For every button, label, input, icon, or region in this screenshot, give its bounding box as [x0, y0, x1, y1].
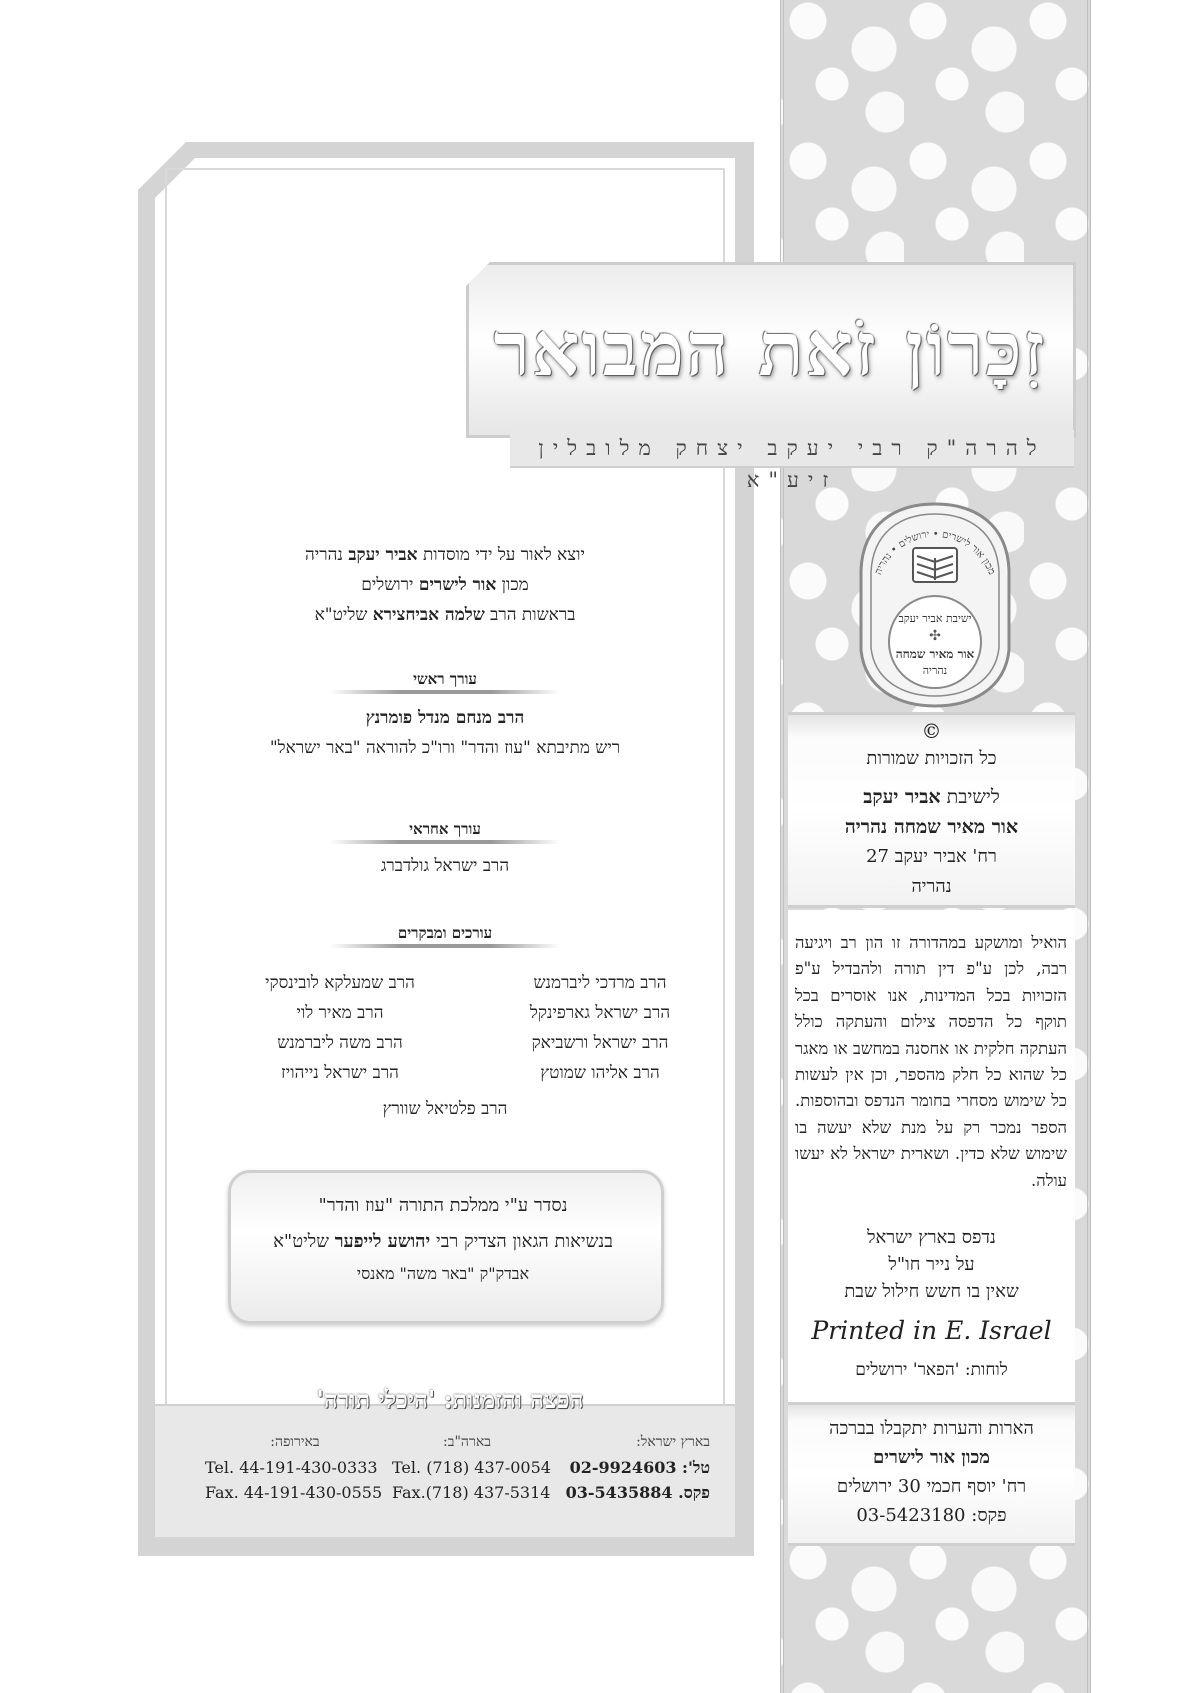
- copyright-symbol: ©: [921, 719, 942, 743]
- chief-editor-block: [205, 703, 685, 763]
- seal-inner-line1: ישיבת אביר יעקב: [898, 612, 972, 625]
- feedback-line1: הארות והערות יתקבלו בברכה: [829, 1418, 1034, 1439]
- europe-fax: Fax. 44-191-430-0555: [205, 1483, 383, 1502]
- responsible-editor-heading: עורך אחראי: [409, 820, 481, 838]
- editor-name: הרב ישראל גארפינקל: [529, 1003, 671, 1023]
- israel-tel: טל': 02-9924603: [569, 1458, 710, 1477]
- printing-line2: על נייר חו"ל: [888, 1254, 975, 1275]
- editors-heading-block: [330, 922, 560, 948]
- feedback-institute: מכון אור לישרים: [873, 1447, 990, 1468]
- usa-label: בארה"ב:: [443, 1434, 491, 1450]
- editors-last-row: [205, 1094, 685, 1124]
- book-subtitle: להרה"ק רבי יעקב יצחק מלובלין זיע"א: [538, 436, 1046, 492]
- responsible-editor-block: [205, 851, 685, 881]
- distribution-israel: [545, 1430, 710, 1505]
- editors-left-column: [220, 968, 460, 1088]
- seal-inner-line2: אור מאיר שמחה: [895, 647, 975, 661]
- editor-name: הרב מרדכי ליברמנש: [533, 973, 667, 993]
- heading-rule: [330, 944, 560, 948]
- copyright-block: [788, 718, 1075, 902]
- copyright-line1: כל הזכויות שמורות: [866, 748, 997, 769]
- feedback-block: [788, 1414, 1075, 1530]
- publisher-line1: יוצא לאור על ידי מוסדות אביר יעקב נהריה: [305, 545, 585, 565]
- copyright-line3: אור מאיר שמחה נהריה: [844, 816, 1019, 838]
- editor-name: הרב ישראל ורשביאק: [531, 1033, 669, 1053]
- usa-tel: Tel. (718) 437-0054: [392, 1458, 551, 1477]
- europe-label: באירופה:: [270, 1434, 320, 1450]
- chief-editor-role: ריש מתיבתא "עוז והדר" ורו"כ להוראה "באר ישראל": [269, 738, 621, 758]
- editors-heading: עורכים ומבקרים: [397, 924, 493, 942]
- copyright-line2: לישיבת אביר יעקב: [863, 786, 1000, 808]
- book-title: זִכָּרוֹן זֹאת המבואר: [493, 307, 1047, 393]
- distribution-title: הפצה והזמנות: 'היכלי תורה': [316, 1385, 584, 1414]
- heading-rule: [330, 840, 560, 844]
- plates-credit: לוחות: 'הפאר' ירושלים: [855, 1360, 1008, 1380]
- arrangement-line2: בנשיאות הגאון הצדיק רבי יהושע לייפער שליט"א: [273, 1231, 613, 1252]
- printing-line1: נדפס בארץ ישראל: [867, 1227, 996, 1248]
- publisher-line3: בראשות הרב שלמה אביחצירא שליט"א: [314, 605, 576, 625]
- seal-inner-line3: נהריה: [922, 664, 948, 677]
- feedback-fax: פקס: 03-5423180: [856, 1505, 1007, 1526]
- arrangement-line1: נסדר ע"י ממלכת התורה "עוז והדר": [318, 1195, 568, 1216]
- copyright-address: רח' אביר יעקב 27: [866, 846, 997, 867]
- copyright-city: נהריה: [911, 876, 952, 897]
- usa-fax: Fax.(718) 437-5314: [392, 1483, 551, 1502]
- seal-top-arc-text: מכון אור לישרים • ירושלים • נהריה: [873, 528, 997, 577]
- chief-editor-heading: עורך ראשי: [413, 670, 477, 688]
- israel-label: בארץ ישראל:: [636, 1434, 710, 1450]
- printing-line3: שאין בו חשש חילול שבת: [844, 1281, 1019, 1302]
- responsible-editor-name: הרב ישראל גולדברג: [380, 856, 510, 876]
- arrangement-line3: אבדק"ק "באר משה" מאנסי: [356, 1264, 530, 1283]
- printed-in-israel: Printed in E. Israel: [811, 1316, 1052, 1345]
- editor-name: הרב משה ליברמנש: [277, 1033, 403, 1053]
- editors-right-column: [480, 968, 720, 1088]
- chief-editor-name: הרב מנחם מנדל פומרנץ: [365, 708, 525, 728]
- editor-name: הרב שמעלקא לובינסקי: [265, 973, 415, 993]
- distribution-europe: [205, 1430, 385, 1505]
- distribution-usa: [392, 1430, 551, 1505]
- editor-name: הרב פלטיאל שוורץ: [382, 1099, 508, 1119]
- candle-icon: ✣: [929, 628, 941, 644]
- editor-name: הרב אליהו שמוטץ: [540, 1063, 660, 1083]
- europe-tel: Tel. 44-191-430-0333: [205, 1458, 378, 1477]
- heading-rule: [330, 690, 560, 694]
- printing-block: [788, 1224, 1075, 1305]
- editor-name: הרב ישראל נייהויז: [281, 1063, 399, 1083]
- editor-name: הרב מאיר לוי: [296, 1003, 384, 1023]
- israel-fax: פקס. 03-5435884: [565, 1483, 710, 1502]
- publisher-line2: מכון אור לישרים ירושלים: [361, 575, 529, 595]
- copyright-notice: הואיל ומושקע במהדורה זו הון רב ויגיעה רבה, לכן ע"פ דין תורה ולהבדיל ע"פ הזכויות בכל המדינות, אנו אוסרים בכל תוקף כל הדפסה צילום והעתקה כולל העתקה חלקית או אחסנה במחשב או מאגר כל שהוא כל חלק מהספר, וכן אין לעשות כל שימוש מסחרי בחומר הנדפס ובהוספות. הספר נמכר רק על מנת שלא יעשה בו שימוש שלא כדין. ושארית ישראל לא יעשו עולה.: [795, 933, 1067, 1190]
- responsible-editor-heading-block: [330, 818, 560, 844]
- publisher-block: [205, 540, 685, 630]
- feedback-address: רח' יוסף חכמי 30 ירושלים: [836, 1476, 1027, 1497]
- chief-editor-heading-block: [330, 668, 560, 694]
- institute-seal: [855, 500, 1015, 710]
- arrangement-text: [228, 1188, 658, 1288]
